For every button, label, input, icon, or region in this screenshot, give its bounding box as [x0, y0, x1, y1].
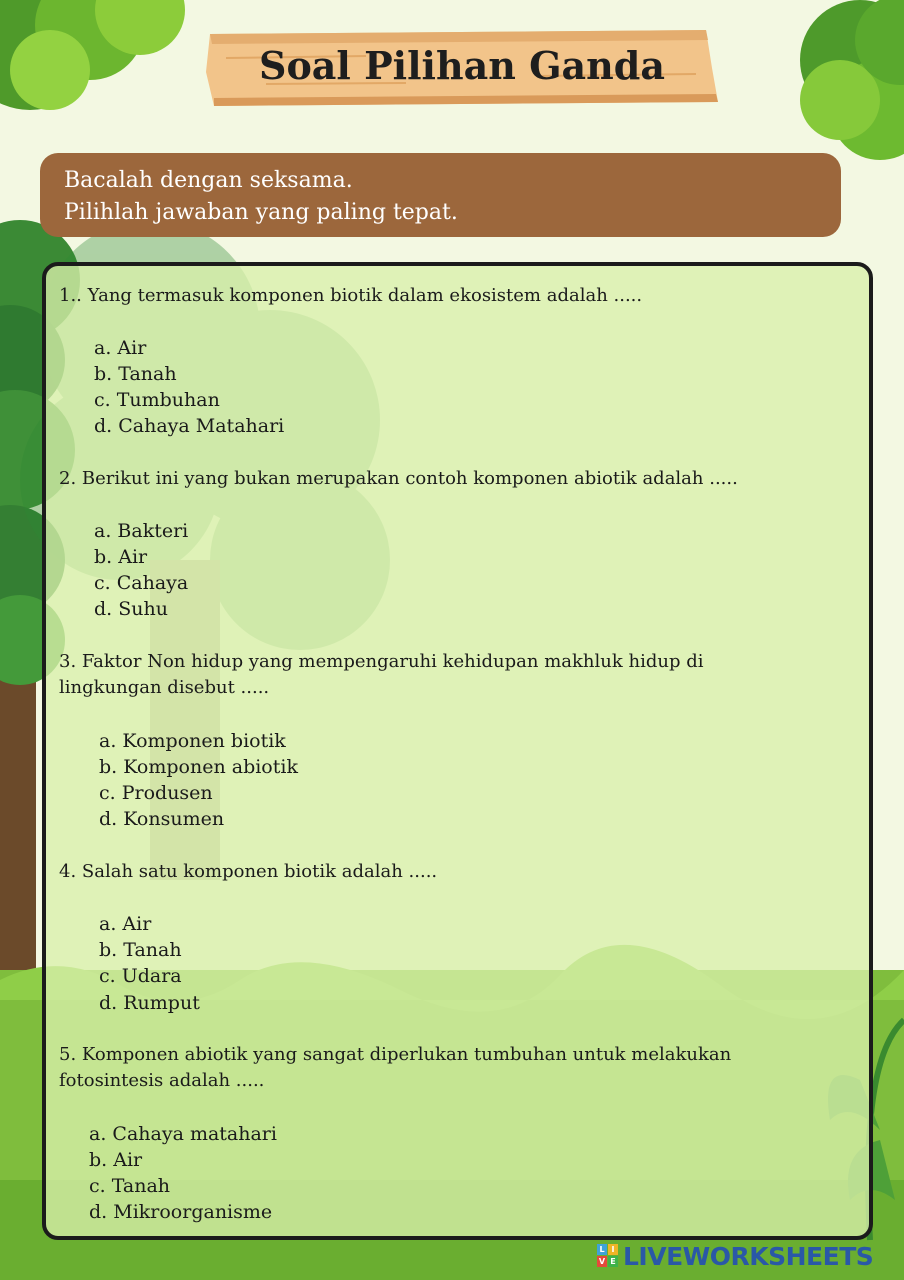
question-2-option-a[interactable]: a. Bakteri [94, 520, 189, 542]
question-2-text: 2. Berikut ini yang bukan merupakan contoh komponen abiotik adalah ..... [59, 468, 738, 489]
question-5-text-line-1: 5. Komponen abiotik yang sangat diperlukan tumbuhan untuk melakukan [59, 1044, 732, 1065]
question-4-text: 4. Salah satu komponen biotik adalah ..... [59, 861, 438, 882]
question-3-option-c[interactable]: c. Produsen [99, 782, 213, 804]
bush-top-left-icon [0, 0, 185, 110]
question-4-option-a[interactable]: a. Air [99, 913, 152, 935]
question-4-option-d[interactable]: d. Rumput [99, 992, 200, 1014]
liveworksheets-logo[interactable] [597, 1240, 893, 1274]
question-1-option-a[interactable]: a. Air [94, 337, 147, 359]
question-4-option-b[interactable]: b. Tanah [99, 939, 182, 961]
question-4-option-c[interactable]: c. Udara [99, 965, 182, 987]
question-5-option-d[interactable]: d. Mikroorganisme [89, 1201, 273, 1223]
question-2-option-c[interactable]: c. Cahaya [94, 572, 189, 594]
bush-top-right-icon [800, 0, 904, 160]
title-board [206, 28, 718, 106]
question-5-option-c[interactable]: c. Tanah [89, 1175, 171, 1197]
instruction-line-2: Pilihlah jawaban yang paling tepat. [64, 200, 458, 225]
question-5-option-b[interactable]: b. Air [89, 1149, 143, 1171]
question-3-option-a[interactable]: a. Komponen biotik [99, 730, 286, 752]
question-1-option-b[interactable]: b. Tanah [94, 363, 177, 385]
liveworksheets-badge-icon [597, 1244, 619, 1268]
question-3-text-line-1: 3. Faktor Non hidup yang mempengaruhi kehidupan makhluk hidup di [59, 651, 704, 672]
question-1-text: 1.. Yang termasuk komponen biotik dalam ekosistem adalah ..... [59, 285, 643, 306]
badge-letter-i: I [608, 1244, 618, 1255]
badge-letter-l: L [597, 1244, 607, 1255]
question-1-option-d[interactable]: d. Cahaya Matahari [94, 415, 285, 437]
question-5-text-line-2: fotosintesis adalah ..... [59, 1070, 265, 1091]
badge-letter-v: V [598, 1257, 606, 1266]
question-3-option-d[interactable]: d. Konsumen [99, 808, 225, 830]
brand-name: LIVEWORKSHEETS [623, 1242, 874, 1271]
question-1-option-c[interactable]: c. Tumbuhan [94, 389, 220, 411]
question-2-option-d[interactable]: d. Suhu [94, 598, 168, 620]
question-3-option-b[interactable]: b. Komponen abiotik [99, 756, 298, 778]
question-5-option-a[interactable]: a. Cahaya matahari [89, 1123, 277, 1145]
page-title: Soal Pilihan Ganda [259, 43, 665, 88]
question-2-option-b[interactable]: b. Air [94, 546, 148, 568]
instruction-line-1: Bacalah dengan seksama. [64, 168, 353, 193]
instruction-box [40, 153, 841, 237]
question-3-text-line-2: lingkungan disebut ..... [59, 677, 270, 698]
badge-letter-e: E [608, 1256, 618, 1267]
